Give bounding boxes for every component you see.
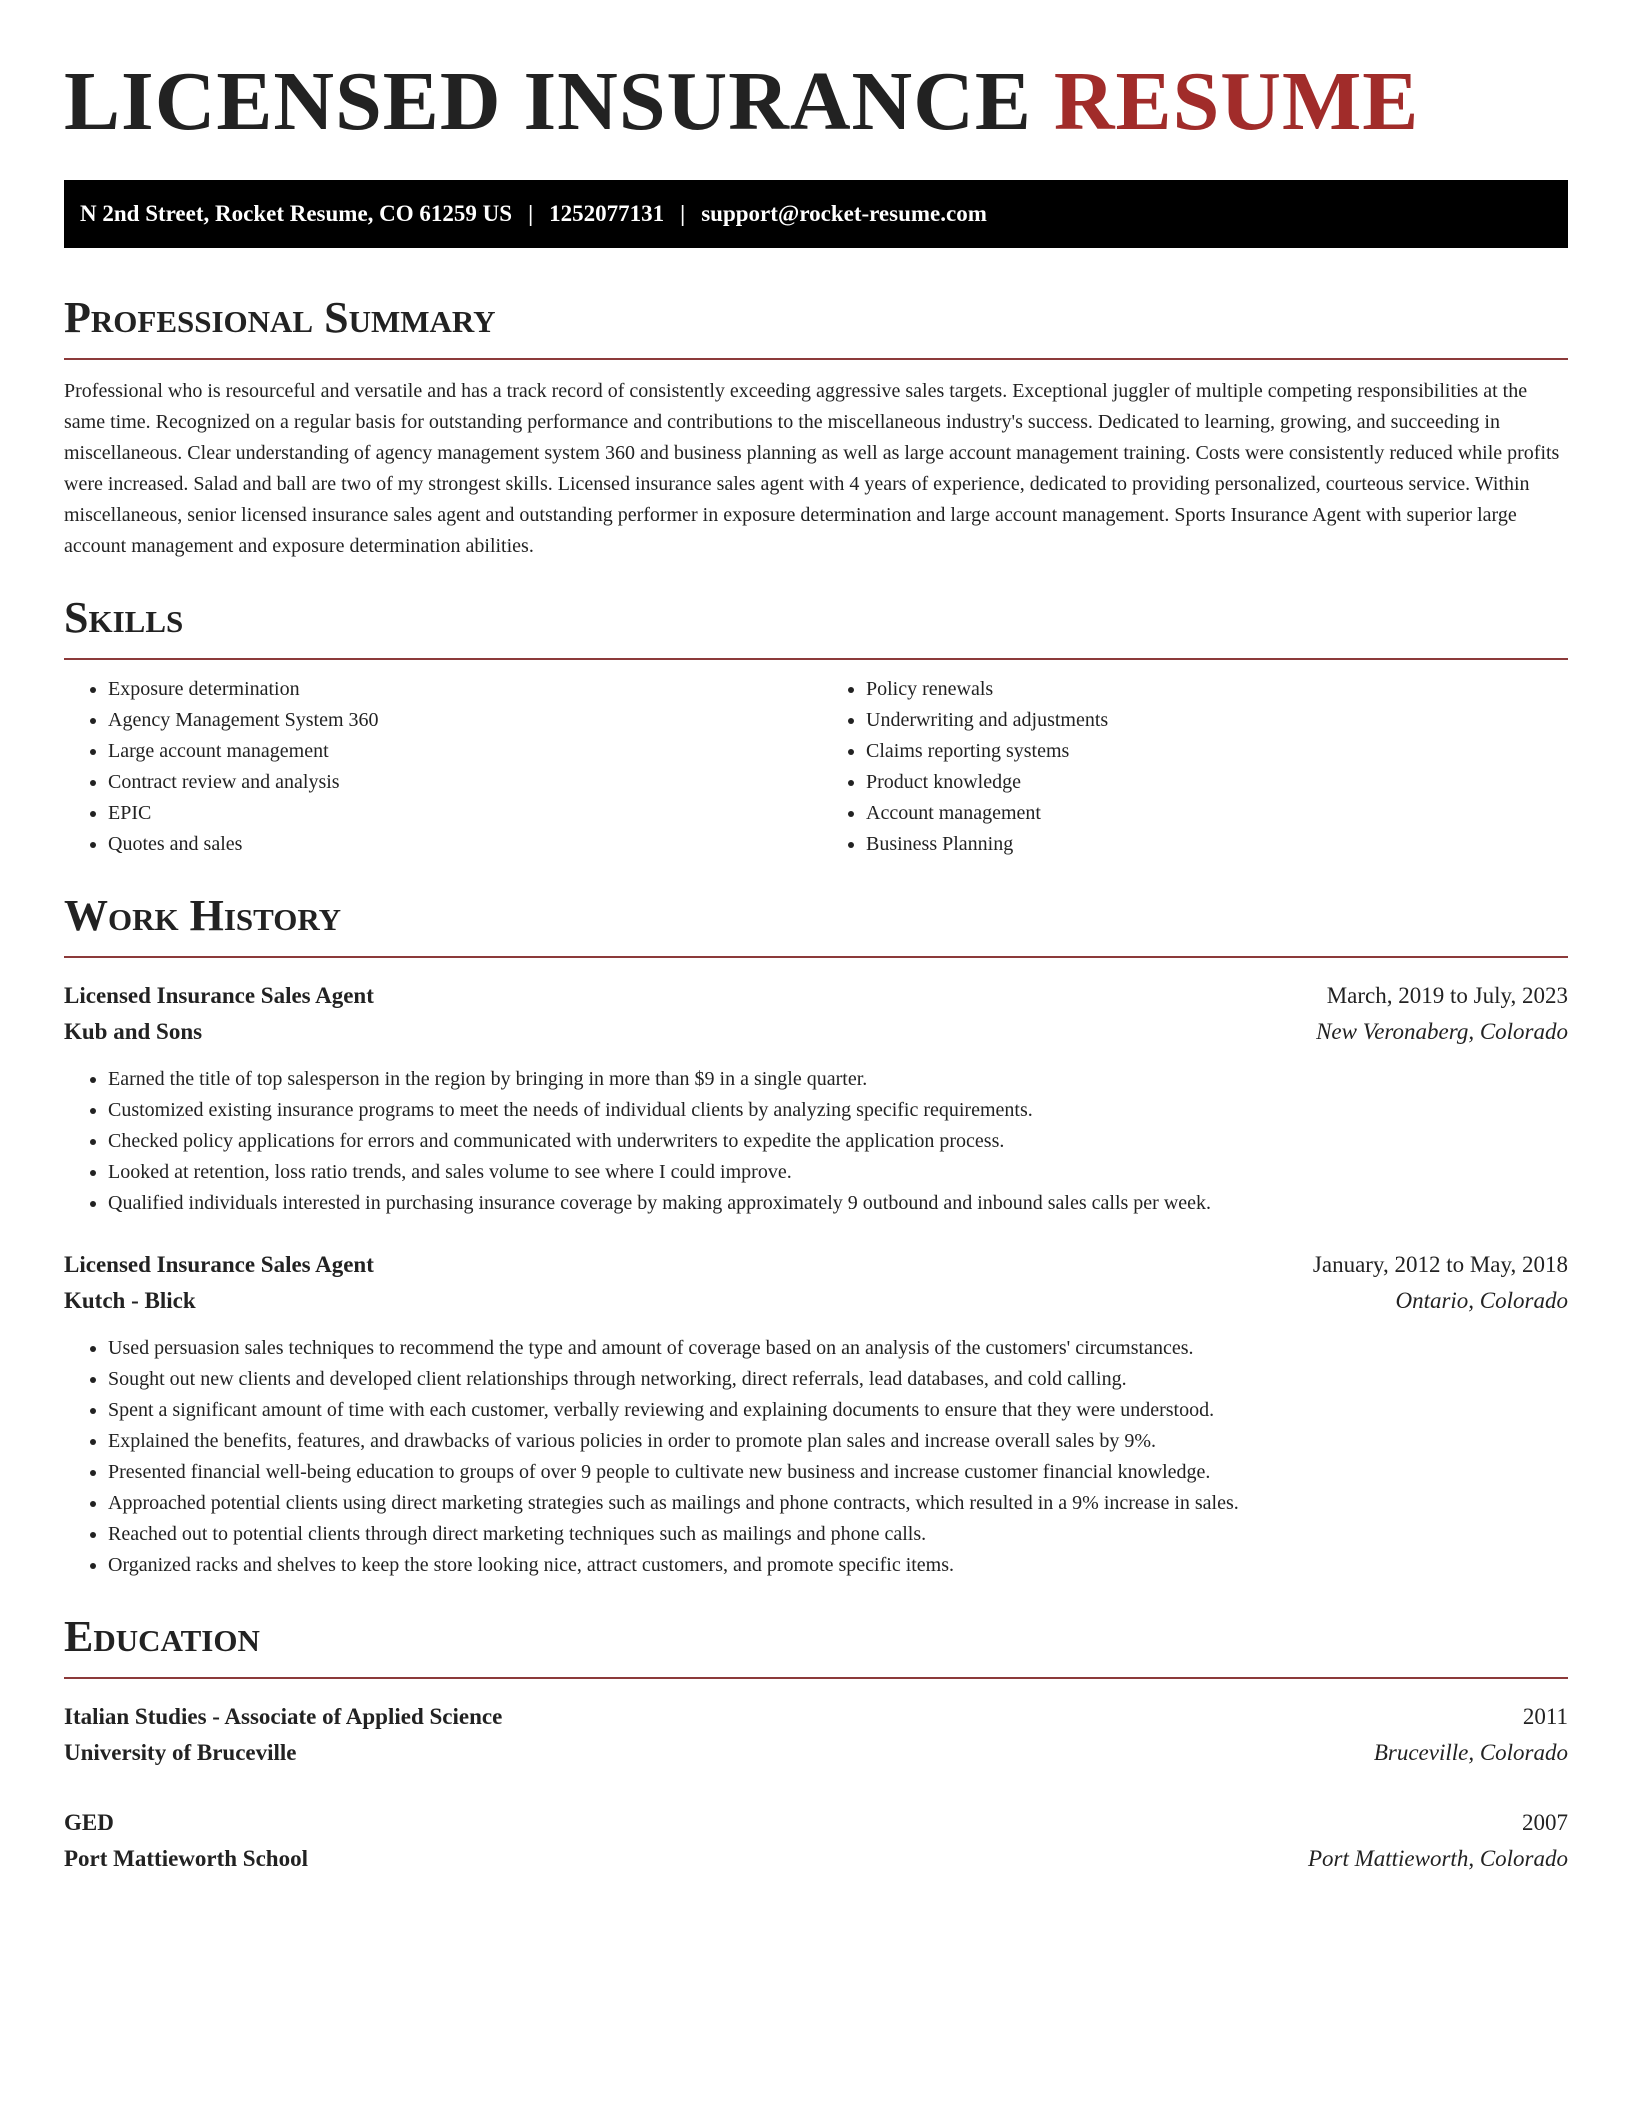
contact-address: N 2nd Street, Rocket Resume, CO 61259 US bbox=[80, 201, 513, 226]
title-accent: RESUME bbox=[1053, 55, 1420, 148]
section-title-summary: Professional Summary bbox=[64, 292, 1568, 360]
job-dates: March, 2019 to July, 2023 bbox=[1326, 983, 1568, 1008]
education-header-row bbox=[64, 1699, 1568, 1735]
education-year: 2007 bbox=[1522, 1810, 1568, 1835]
contact-email: support@rocket-resume.com bbox=[701, 201, 987, 226]
contact-phone: 1252077131 bbox=[549, 201, 665, 226]
education-entry bbox=[64, 1699, 1568, 1771]
job-position: Licensed Insurance Sales Agent bbox=[64, 1252, 374, 1277]
job-header-row bbox=[64, 978, 1568, 1014]
job-position: Licensed Insurance Sales Agent bbox=[64, 983, 374, 1008]
job-bullet: • Approached potential clients using direct marketing strategies such as mailings and phone contracts, which resulted in a 9% increase in sales. bbox=[108, 1488, 1568, 1519]
skills-section bbox=[64, 592, 1568, 860]
job-bullet: • Presented financial well-being education to groups of over 9 people to cultivate new business and increase customer financial knowledge. bbox=[108, 1457, 1568, 1488]
job-bullet: • Qualified individuals interested in purchasing insurance coverage by making approximately 9 outbound and inbound sales calls per week. bbox=[108, 1188, 1568, 1219]
education-degree: GED bbox=[64, 1810, 114, 1835]
skills-grid bbox=[64, 674, 1568, 860]
job-company-row bbox=[64, 1283, 1568, 1319]
education-header-row bbox=[64, 1805, 1568, 1841]
skill-item: • Large account management bbox=[108, 736, 816, 767]
job-bullet: • Used persuasion sales techniques to recommend the type and amount of coverage based on an analysis of the customers' circumstances. bbox=[108, 1333, 1568, 1364]
job-location: Ontario, Colorado bbox=[1395, 1288, 1568, 1313]
summary-section bbox=[64, 292, 1568, 562]
skill-item: • Contract review and analysis bbox=[108, 767, 816, 798]
job-bullet: • Reached out to potential clients through direct marketing techniques such as mailings and phone calls. bbox=[108, 1519, 1568, 1550]
job-header-row bbox=[64, 1247, 1568, 1283]
skill-item: • Underwriting and adjustments bbox=[866, 705, 1568, 736]
education-school: University of Bruceville bbox=[64, 1740, 297, 1765]
job-bullet: • Earned the title of top salesperson in the region by bringing in more than $9 in a single quarter. bbox=[108, 1064, 1568, 1095]
skill-item: • Claims reporting systems bbox=[866, 736, 1568, 767]
skill-item: • Policy renewals bbox=[866, 674, 1568, 705]
contact-separator: | bbox=[680, 201, 686, 226]
summary-text: Professional who is resourceful and versatile and has a track record of consistently exceeding aggressive sales targets. Exceptional juggler of multiple competing responsibilities at the same time. Recognized on a regular basis for outstanding performance and contributions to the miscellaneous industry's success. Dedicated to learning, growing, and succeeding in miscellaneous. Clear understanding of agency management system 360 and business planning as well as large account management training. Costs were consistently reduced while profits were increased. Salad and ball are two of my strongest skills. Licensed insurance sales agent with 4 years of experience, dedicated to providing personalized, courteous service. Within miscellaneous, senior licensed insurance sales agent and outstanding performer in exposure determination and large account management. Sports Insurance Agent with superior large account management and exposure determination abilities. bbox=[64, 380, 1560, 557]
section-title-education: Education bbox=[64, 1611, 1568, 1679]
job-bullets bbox=[64, 1333, 1568, 1581]
contact-bar bbox=[64, 180, 1568, 248]
job-company: Kub and Sons bbox=[64, 1019, 203, 1044]
job-entry bbox=[64, 1247, 1568, 1581]
skill-item: • Business Planning bbox=[866, 829, 1568, 860]
skill-item: • Account management bbox=[866, 798, 1568, 829]
contact-separator: | bbox=[528, 201, 534, 226]
job-bullet: • Looked at retention, loss ratio trends, and sales volume to see where I could improve. bbox=[108, 1157, 1568, 1188]
education-section bbox=[64, 1611, 1568, 1877]
resume-title bbox=[64, 52, 1568, 152]
job-location: New Veronaberg, Colorado bbox=[1316, 1019, 1568, 1044]
section-title-skills: Skills bbox=[64, 592, 1568, 660]
work-history-section bbox=[64, 890, 1568, 1581]
skill-item: • Quotes and sales bbox=[108, 829, 816, 860]
job-bullet: • Sought out new clients and developed client relationships through networking, direct referrals, lead databases, and cold calling. bbox=[108, 1364, 1568, 1395]
job-bullet: • Checked policy applications for errors and communicated with underwriters to expedite the application process. bbox=[108, 1126, 1568, 1157]
education-year: 2011 bbox=[1522, 1704, 1568, 1729]
education-school: Port Mattieworth School bbox=[64, 1846, 308, 1871]
job-bullet: • Organized racks and shelves to keep the store looking nice, attract customers, and promote specific items. bbox=[108, 1550, 1568, 1581]
job-bullet: • Customized existing insurance programs to meet the needs of individual clients by analyzing specific requirements. bbox=[108, 1095, 1568, 1126]
title-main: LICENSED INSURANCE bbox=[64, 55, 1032, 148]
education-school-row bbox=[64, 1735, 1568, 1771]
job-company-row bbox=[64, 1014, 1568, 1050]
skill-item: • Exposure determination bbox=[108, 674, 816, 705]
education-entry bbox=[64, 1805, 1568, 1877]
education-school-row bbox=[64, 1841, 1568, 1877]
skill-item: • EPIC bbox=[108, 798, 816, 829]
job-dates: January, 2012 to May, 2018 bbox=[1312, 1252, 1568, 1277]
education-location: Bruceville, Colorado bbox=[1373, 1740, 1568, 1765]
skills-list-right bbox=[816, 674, 1568, 860]
education-degree: Italian Studies - Associate of Applied Science bbox=[64, 1704, 503, 1729]
skill-item: • Agency Management System 360 bbox=[108, 705, 816, 736]
skill-item: • Product knowledge bbox=[866, 767, 1568, 798]
education-location: Port Mattieworth, Colorado bbox=[1307, 1846, 1568, 1871]
job-bullets bbox=[64, 1064, 1568, 1219]
job-company: Kutch - Blick bbox=[64, 1288, 196, 1313]
job-bullet: • Explained the benefits, features, and drawbacks of various policies in order to promote plan sales and increase overall sales by 9%. bbox=[108, 1426, 1568, 1457]
job-bullet: • Spent a significant amount of time with each customer, verbally reviewing and explaining documents to ensure that they were understood. bbox=[108, 1395, 1568, 1426]
section-title-work: Work History bbox=[64, 890, 1568, 958]
skills-list-left bbox=[64, 674, 816, 860]
job-entry bbox=[64, 978, 1568, 1219]
